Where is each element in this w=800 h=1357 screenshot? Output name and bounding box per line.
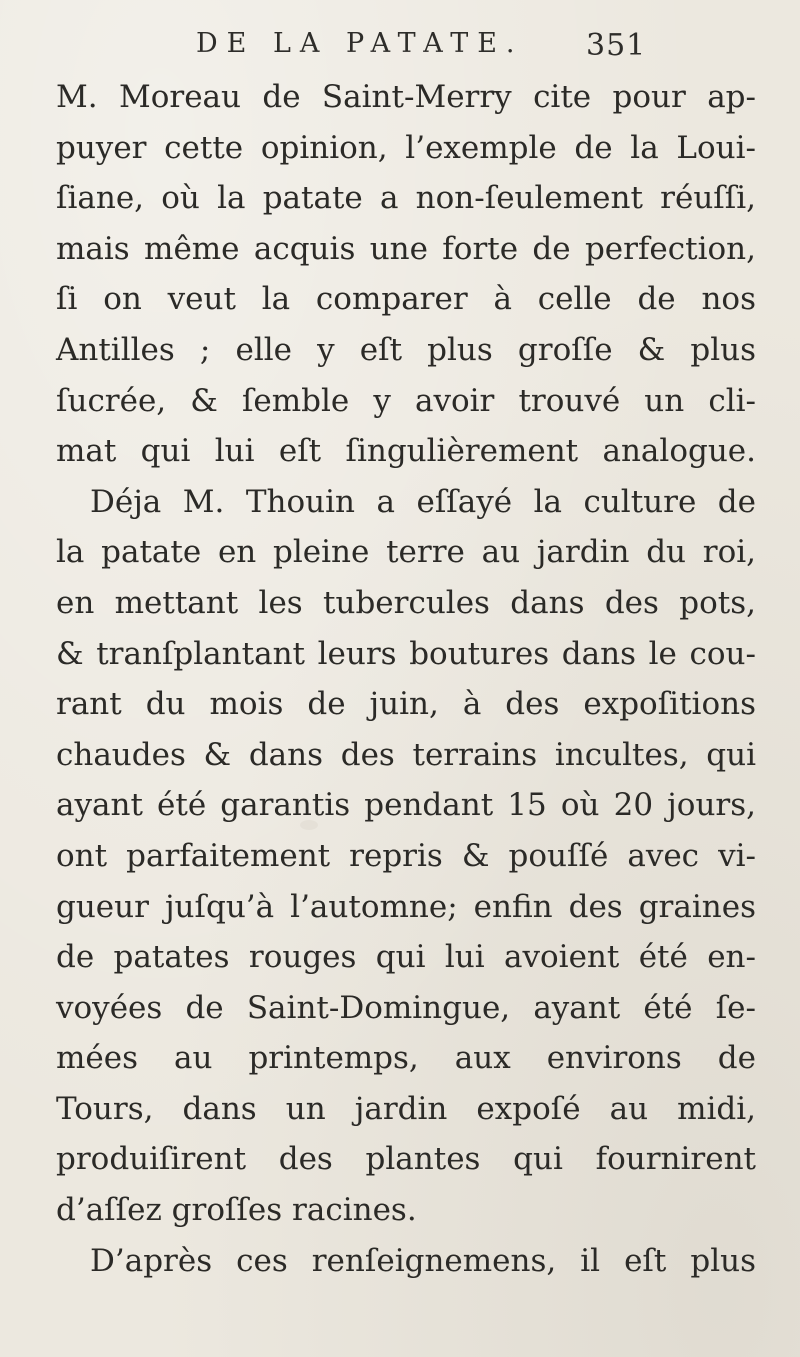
text-line: mées au printemps, aux environs de (56, 1040, 756, 1077)
text-line: Tours, dans un jardin expoſé au midi, (56, 1090, 756, 1127)
text-line: & tranſplantant leurs boutures dans le cou- (56, 635, 756, 672)
text-line: la patate en pleine terre au jardin du roi, (56, 534, 756, 571)
text-line: puyer cette opinion, l’exemple de la Loui- (56, 129, 756, 166)
text-line: mat qui lui eſt ſingulièrement analogue. (56, 433, 756, 470)
page-number: 351 (586, 28, 647, 63)
text-line: chaudes & dans des terrains incultes, qui (56, 736, 756, 773)
text-line: ont parfaitement repris & pouſſé avec vi- (56, 837, 756, 874)
text-line: rant du mois de juin, à des expoſitions (56, 686, 756, 723)
text-line: D’après ces renſeignemens, il eſt plus (90, 1242, 756, 1279)
text-line: Déja M. Thouin a eſſayé la culture de (90, 483, 756, 520)
running-title: DE LA PATATE. (196, 28, 524, 59)
text-line: M. Moreau de Saint-Merry cite pour ap- (56, 79, 756, 115)
text-line: en mettant les tubercules dans des pots, (56, 584, 756, 621)
text-line: voyées de Saint-Domingue, ayant été ſe- (56, 989, 756, 1026)
text-line: mais même acquis une forte de perfection, (56, 230, 756, 267)
text-line: de patates rouges qui lui avoient été en- (56, 939, 756, 976)
text-line: Antilles ; elle y eſt plus groſſe & plus (56, 331, 756, 368)
text-line: produiſirent des plantes qui fournirent (56, 1141, 756, 1178)
text-line: d’aſſez groſſes racines. (56, 1192, 417, 1229)
running-head (196, 28, 756, 72)
body-text (56, 72, 756, 1286)
text-line: ſi on veut la comparer à celle de nos (56, 281, 756, 318)
paper-stain (300, 820, 318, 830)
text-line: gueur juſqu’à l’automne; enfin des graines (56, 888, 756, 925)
text-line: ayant été garantis pendant 15 où 20 jours, (56, 787, 756, 824)
text-line: ſiane, où la patate a non-ſeulement réuſſi, (56, 180, 756, 217)
text-line: ſucrée, & ſemble y avoir trouvé un cli- (56, 382, 756, 419)
